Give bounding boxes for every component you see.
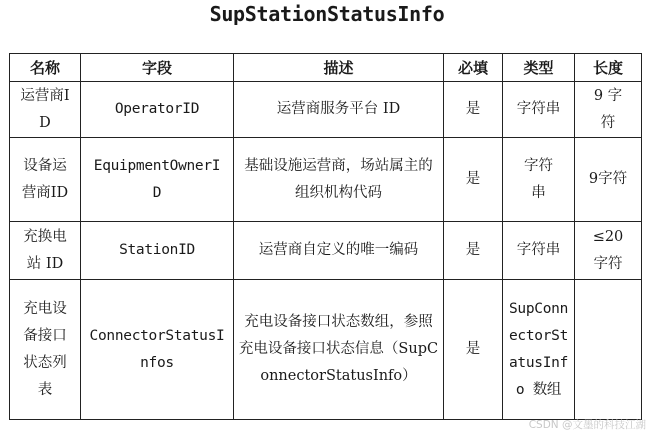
row-description-cell: 运营商自定义的唯一编码 — [234, 222, 444, 280]
page-title: SupStationStatusInfo — [209, 2, 445, 26]
row-description-cell: 运营商服务平台 ID — [234, 82, 444, 138]
header-name: 名称 — [10, 54, 81, 82]
table-header-row — [10, 54, 642, 82]
row-required-cell: 是 — [444, 138, 503, 222]
table-row — [10, 222, 642, 280]
row-required-cell: 是 — [444, 280, 503, 420]
row-type-cell: 字符串 — [503, 82, 575, 138]
table-row — [10, 138, 642, 222]
row-field-cell: OperatorID — [81, 82, 234, 138]
table-row — [10, 82, 642, 138]
row-description-cell: 充电设备接口状态数组，参照充电设备接口状态信息（SupConnectorStatusInfo） — [234, 280, 444, 420]
header-required: 必填 — [444, 54, 503, 82]
row-required-cell: 是 — [444, 82, 503, 138]
row-name-cell: 充换电站 ID — [10, 222, 81, 280]
row-field-cell: EquipmentOwnerID — [81, 138, 234, 222]
row-length-cell: 9 字符 — [575, 82, 642, 138]
watermark: CSDN @文墨的科技江湖 — [528, 419, 646, 431]
row-type-cell: SupConnectorStatusInfo 数组 — [503, 280, 575, 420]
row-type-cell: 字符串 — [503, 138, 575, 222]
row-field-cell: ConnectorStatusInfos — [81, 280, 234, 420]
row-name-cell: 设备运营商ID — [10, 138, 81, 222]
header-type: 类型 — [503, 54, 575, 82]
row-field-cell: StationID — [81, 222, 234, 280]
header-field: 字段 — [81, 54, 234, 82]
row-length-cell: 9字符 — [575, 138, 642, 222]
row-name-cell: 运营商ID — [10, 82, 81, 138]
header-description: 描述 — [234, 54, 444, 82]
row-name-cell: 充电设备接口状态列表 — [10, 280, 81, 420]
row-description-cell: 基础设施运营商，场站属主的组织机构代码 — [234, 138, 444, 222]
field-spec-table — [9, 53, 642, 420]
row-type-cell: 字符串 — [503, 222, 575, 280]
row-length-cell — [575, 280, 642, 420]
header-length: 长度 — [575, 54, 642, 82]
row-required-cell: 是 — [444, 222, 503, 280]
row-length-cell: ≤20字符 — [575, 222, 642, 280]
table-row — [10, 280, 642, 420]
